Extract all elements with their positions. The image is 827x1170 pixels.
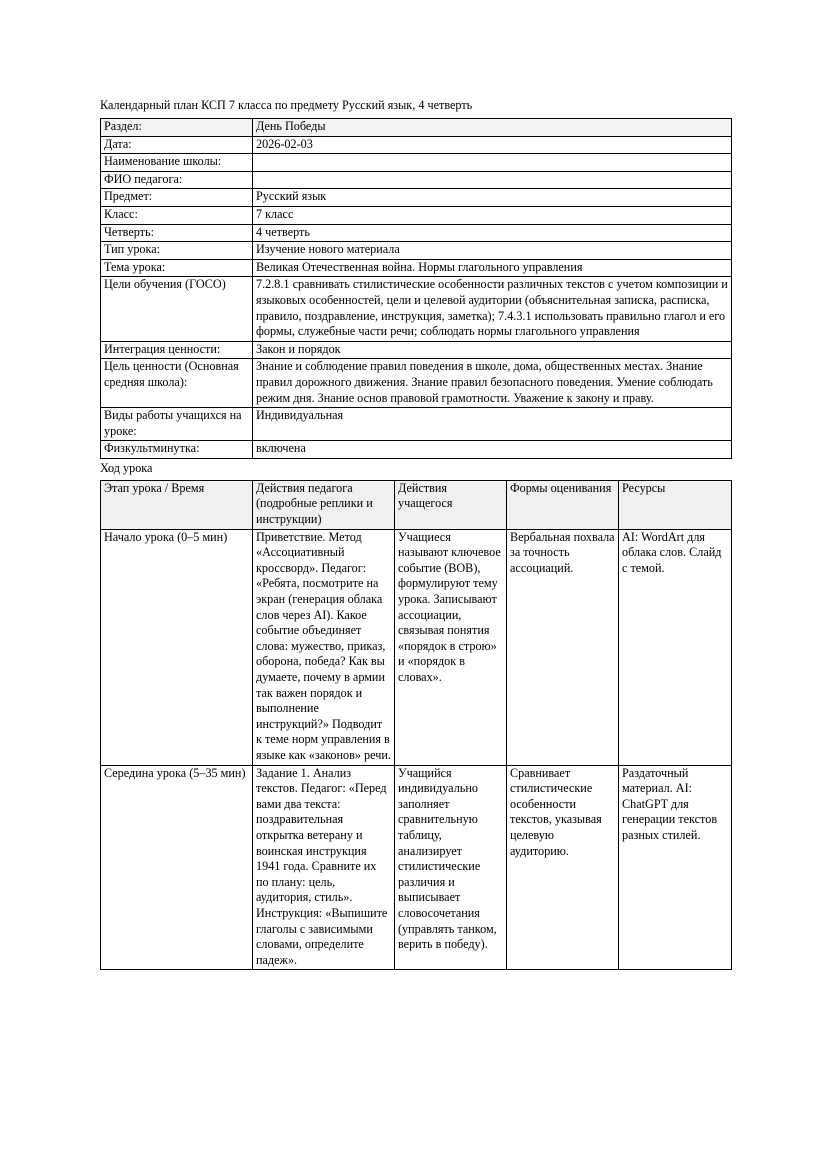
info-label: Интеграция ценности: [101,341,253,359]
column-header-teacher: Действия педагога (подробные реплики и инструкции) [253,480,395,529]
cell-student: Учащийся индивидуально заполняет сравнительную таблицу, анализирует стилистические различия и выписывает словосочетания (управлять танком, верить в победу). [395,765,507,970]
info-label: Четверть: [101,224,253,242]
info-label: Тема урока: [101,259,253,277]
table-row [101,119,732,137]
cell-student: Учащиеся называют ключевое событие (ВОВ), формулируют тему урока. Записывают ассоциации, связывая понятия «порядок в строю» и «порядок в словах». [395,529,507,765]
table-row [101,341,732,359]
lesson-flow-body [101,529,732,970]
lesson-flow-heading: Ход урока [100,460,153,475]
cell-teacher: Задание 1. Анализ текстов. Педагог: «Перед вами два текста: поздравительная открытка ветерану и воинская инструкция 1941 года. Сравните их по плану: цель, аудитория, стиль». Инструкция: «Выпишите глаголы с зависимыми словами, определите падеж». [253,765,395,970]
column-header-student: Действия учащегося [395,480,507,529]
column-header-resources: Ресурсы [619,480,732,529]
lesson-flow-table [100,480,732,970]
table-header-row [101,480,732,529]
info-value: Закон и порядок [253,341,732,359]
table-row [101,136,732,154]
cell-resources: Раздаточный материал. AI: ChatGPT для генерации текстов разных стилей. [619,765,732,970]
info-value [253,171,732,189]
info-label: Цель ценности (Основная средняя школа): [101,359,253,408]
cell-stage: Начало урока (0–5 мин) [101,529,253,765]
table-row [101,206,732,224]
info-value: 7.2.8.1 сравнивать стилистические особенности различных текстов с учетом композиции и языковых особенностей, цели и целевой аудитории (объяснительная записка, расписка, правило, поздравление, инструкция, заметка); 7.4.3.1 использовать правильно глагол и его формы, служебные части речи; соблюдать нормы глагольного управления [253,277,732,341]
table-row [101,441,732,459]
table-row [101,529,732,765]
info-label: Тип урока: [101,242,253,260]
info-value: Знание и соблюдение правил поведения в школе, дома, общественных местах. Знание правил дорожного движения. Знание правил безопасного поведения. Умение соблюдать режим дня. Знание основ правовой грамотности. Уважение к закону и праву. [253,359,732,408]
table-row [101,408,732,441]
info-value: Индивидуальная [253,408,732,441]
info-label: Цели обучения (ГОСО) [101,277,253,341]
table-row [101,259,732,277]
cell-assessment: Вербальная похвала за точность ассоциаций. [507,529,619,765]
info-label: Предмет: [101,189,253,207]
table-row [101,359,732,408]
info-label: Наименование школы: [101,154,253,172]
table-row [101,277,732,341]
table-row [101,224,732,242]
column-header-stage: Этап урока / Время [101,480,253,529]
info-label: Дата: [101,136,253,154]
info-value: Изучение нового материала [253,242,732,260]
page-title: Календарный план КСП 7 класса по предмету Русский язык, 4 четверть [100,98,473,112]
info-label: Класс: [101,206,253,224]
table-row [101,765,732,970]
info-label: Виды работы учащихся на уроке: [101,408,253,441]
info-label: Раздел: [101,119,253,137]
info-value: Русский язык [253,189,732,207]
table-row [101,171,732,189]
cell-stage: Середина урока (5–35 мин) [101,765,253,970]
info-value [253,154,732,172]
lesson-flow-head [101,480,732,529]
lesson-info-body [101,119,732,459]
info-value: 4 четверть [253,224,732,242]
info-value: 7 класс [253,206,732,224]
table-row [101,154,732,172]
cell-teacher: Приветствие. Метод «Ассоциативный кроссворд». Педагог: «Ребята, посмотрите на экран (генерация облака слов через AI). Какое событие объединяет слова: мужество, приказ, оборона, победа? Как вы думаете, почему в армии так важен порядок и выполнение инструкций?» Подводит к теме норм управления в языке как «законов» речи. [253,529,395,765]
table-row [101,242,732,260]
info-value: включена [253,441,732,459]
cell-resources: AI: WordArt для облака слов. Слайд с темой. [619,529,732,765]
info-value: Великая Отечественная война. Нормы глагольного управления [253,259,732,277]
table-row [101,189,732,207]
info-value: День Победы [253,119,732,137]
cell-assessment: Сравнивает стилистические особенности текстов, указывая целевую аудиторию. [507,765,619,970]
info-label: Физкультминутка: [101,441,253,459]
column-header-assessment: Формы оценивания [507,480,619,529]
info-label: ФИО педагога: [101,171,253,189]
info-value: 2026-02-03 [253,136,732,154]
lesson-info-table [100,118,732,459]
